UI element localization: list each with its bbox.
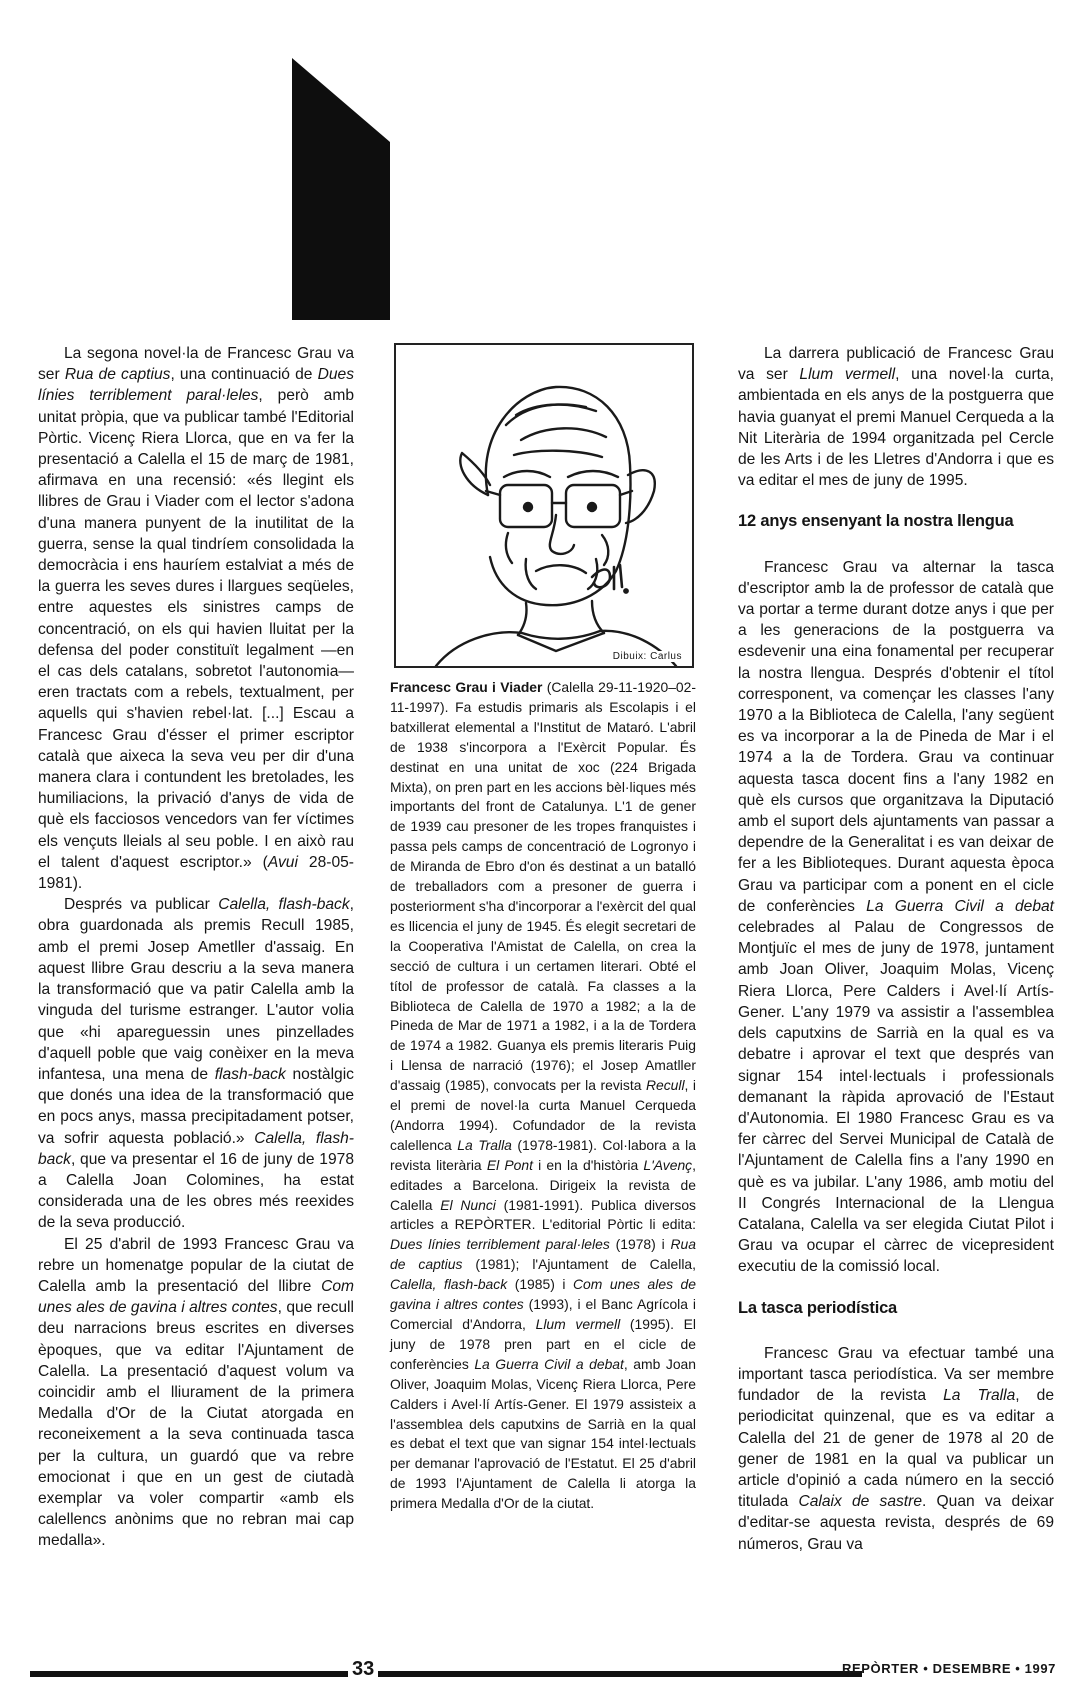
paragraph: Francesc Grau va alternar la tasca d'escriptor amb la de professor de català que va portar a terme durant dotze anys i que per a les generacions de la postguerra va esdevenir una eina fonamental per recuperar la nostra llengua. Després d'obtenir el títol corresponent, va començar les classes l'any 1970 a la Biblioteca de Calella, l'any següent es va incorporar a la de Pineda de Mar i el 1974 a la de Tordera. Grau va continuar aquesta tasca docent fins a l'any 1982 en què els cursos que organitzava la Diputació amb el suport dels ajuntaments van passar a dependre de la Generalitat i es van deixar de fer a les Biblioteques. Durant aquesta època Grau va participar com a ponent en el cicle de conferències La Guerra Civil a debat celebrades al Palau de Congressos de Montjuïc el mes de juny de 1978, juntament amb Joan Oliver, Joaquim Molas, Vicenç Riera Llorca, Pere Calders i Avel·lí Artís-Gener. L'any 1979 va assistir a l'assemblea dels caputxins de Sarrià en la qual es va debatre i aprovar el text que després van signar 154 intel·lectuals i professionals demanant la ràpida aprovació de l'Estaut d'Autonomia. El 1980 Francesc Grau es va fer càrrec del Servei Municipal de Català de l'Ajuntament de Calella fins a l'any 1990 en què es va jubilar. L'any 1986, amb motiu del II Congrés Internacional de la Llengua Catalana, Calella va ser elegida Ciutat Pilot i Grau va ocupar el càrrec de vicepresident executiu de la comissió local. <box>738 558 1054 1276</box>
caption-text: (Calella 29-11-1920–02-11-1997). Fa estudis primaris als Escolapis i el batxillerat elemental a l'Institut de Mataró. L'abril de 1938 s'incorpora a l'Exèrcit Popular. És destinat en una unitat de xoc (224 Brigada Mixta), on pren part en les accions bèl·liques més importants del front de Catalunya. L'1 de gener de 1939 cau presoner de les tropes franquistes i passa pels camps de concentració de Logronyo i de Miranda de Ebro d'on és destinat a un batalló de treballadors com a presoner de guerra i posteriorment s'ha d'incorporar a l'exèrcit del qual es llicencia el juny de 1945. És elegit secretari de la Cooperativa l'Amistat de Calella, on crea la secció de cultura i un certamen literari. Obté el títol de professor de català. Fa classes a la Biblioteca de Calella de 1970 a 1982; a la de Pineda de Mar de 1971 a 1982, i a la de Tordera de 1974 a 1982. Guanya els premis literaris Puig i Llensa de narració (1976); el Josep Amatller d'assaig (1985), convocats per la revista Recull, i el premi de novel·la curta Manuel Cerqueda (Andorra 1994). Cofundador de la revista calellenca La Tralla (1978-1981). Col·labora a la revista literària El Pont i en la d'història L'Avenç, editades a Barcelona. Dirigeix la revista de Calella El Nunci (1981-1991). Publica diversos articles a REPÒRTER. L'editorial Pòrtic li edita: Dues línies terriblement paral·leles (1978) i Rua de captius (1981); l'Ajuntament de Calella, Calella, flash-back (1985) i Com unes ales de gavina i altres contes (1993), i el Banc Agrícola i Comercial d'Andorra, Llum vermell (1995). El juny de 1978 pren part en el cicle de conferències La Guerra Civil a debat, amb Joan Oliver, Joaquim Molas, Vicenç Riera Llorca, Pere Calders i Avel·lí Artís-Gener. El 1979 assisteix a l'assemblea dels caputxins de Sarrià en la qual es debat el text que van signar 154 intel·lectuals per demanar l'aprovació de l'Estatut. El 25 d'abril de 1993 l'Ajuntament de Calella li atorga la primera Medalla d'Or de la ciutat. <box>390 679 697 1512</box>
page-number: 33 <box>352 1658 375 1680</box>
caption-paragraph <box>390 678 696 1514</box>
caricature-drawing <box>396 345 692 666</box>
article-column-1 <box>38 343 354 1552</box>
paragraph: La segona novel·la de Francesc Grau va ser Rua de captius, una continuació de Dues línies terriblement paral·leles, però amb unitat pròpia, que va publicar també l'Editorial Pòrtic. Vicenç Riera Llorca, que en va fer la presentació a Calella el 15 de març de 1981, afirmava en una recensió: «és llegint els llibres de Grau i Viader com el lector s'adona d'una manera punyent de la inutilitat de la guerra, sense la qual tindríem consolidada la democràcia i ens hauríem estalviat a més de la guerra les seves dures i llargues seqüeles, entre aquestes els sinistres camps de concentració, on els qui havien lluitat per la defensa del poder constituït legalment —en el cas dels catalans, sobretot l'autonomia— eren tractats com a rebels, textualment, per aquells qui s'havien rebel·lat. [...] Escau a Francesc Grau d'ésser el primer escriptor català que aixeca la seva veu per dir d'una manera clara i contundent les bretolades, les humiliacions, la privació d'anys de vida de què els facciosos vencedors van fer víctimes els vençuts lleials al seu poble. I en això rau el talent d'aquest escriptor.» (Avui 28-05-1981). <box>38 345 355 893</box>
caricature-portrait <box>394 343 694 668</box>
magazine-issue: REPÒRTER • DESEMBRE • 1997 <box>842 1661 1056 1676</box>
footer-rule-right <box>378 1671 862 1677</box>
caption-name: Francesc Grau i Viader <box>390 679 543 695</box>
paragraph: El 25 d'abril de 1993 Francesc Grau va rebre un homenatge popular de la ciutat de Calella amb la presentació del llibre Com unes ales de gavina i altres contes, que recull deu narracions breus escrites en diverses èpoques, que va editar l'Ajuntament de Calella. La presentació d'aquest volum va coincidir amb el lliurament de la primera Medalla d'Or de la Ciutat atorgada en reconeixement a la seva continuada tasca per la cultura, un guardó que va rebre emocionat i que en un gest de ciutadà exemplar va voler compartir «amb els calellencs anònims que no rebran mai cap medalla». <box>38 1235 354 1550</box>
section-heading-teaching: 12 anys ensenyant la nostra llengua <box>738 512 1014 531</box>
illustration-credit: Dibuix: Carlus <box>612 651 682 662</box>
section-heading-journalism: La tasca periodística <box>738 1298 898 1317</box>
paragraph: Després va publicar Calella, flash-back, obra guardonada als premis Recull 1985, amb el premi Josep Ametller d'assaig. En aquest llibre Grau descriu a la seva manera la transformació que va patir Calella amb la vinguda del turisme estranger. L'autor volia que «hi apareguessin unes pinzellades d'aquell poble que vaig conèixer en la meva infantesa, una mena de flash-back nostàlgic que donés una idea de la transformació que en pocs anys, massa precipitadament potser, va sofrir aquesta població.» Calella, flash-back, que va presentar el 16 de juny de 1978 a Calella Joan Colomines, ha estat considerada una de les obres més reexides de la seva producció. <box>38 896 354 1232</box>
article-column-3 <box>738 343 1054 1555</box>
biography-caption <box>390 678 696 1514</box>
paragraph: Francesc Grau va efectuar també una important tasca periodística. Va ser membre fundador de la revista La Tralla, de periodicitat quinzenal, que es va editar a Calella del 21 de gener de 1978 al 20 de gener de 1981 en la qual va publicar un article d'opinió a cada número en la secció titulada Calaix de sastre. Quan va deixar d'editar-se aquesta revista, després de 69 números, Grau va <box>738 1344 1055 1553</box>
drop-cap-letter <box>292 58 390 320</box>
paragraph: La darrera publicació de Francesc Grau va ser Llum vermell, una novel·la curta, ambientada en els anys de la postguerra que havia guanyat el premi Manuel Cerqueda a la Nit Literària de 1994 organitzada pel Cercle de les Arts i de les Lletres d'Andorra i que es va editar el mes de juny de 1995. <box>738 345 1055 490</box>
footer-rule-left <box>30 1671 348 1677</box>
